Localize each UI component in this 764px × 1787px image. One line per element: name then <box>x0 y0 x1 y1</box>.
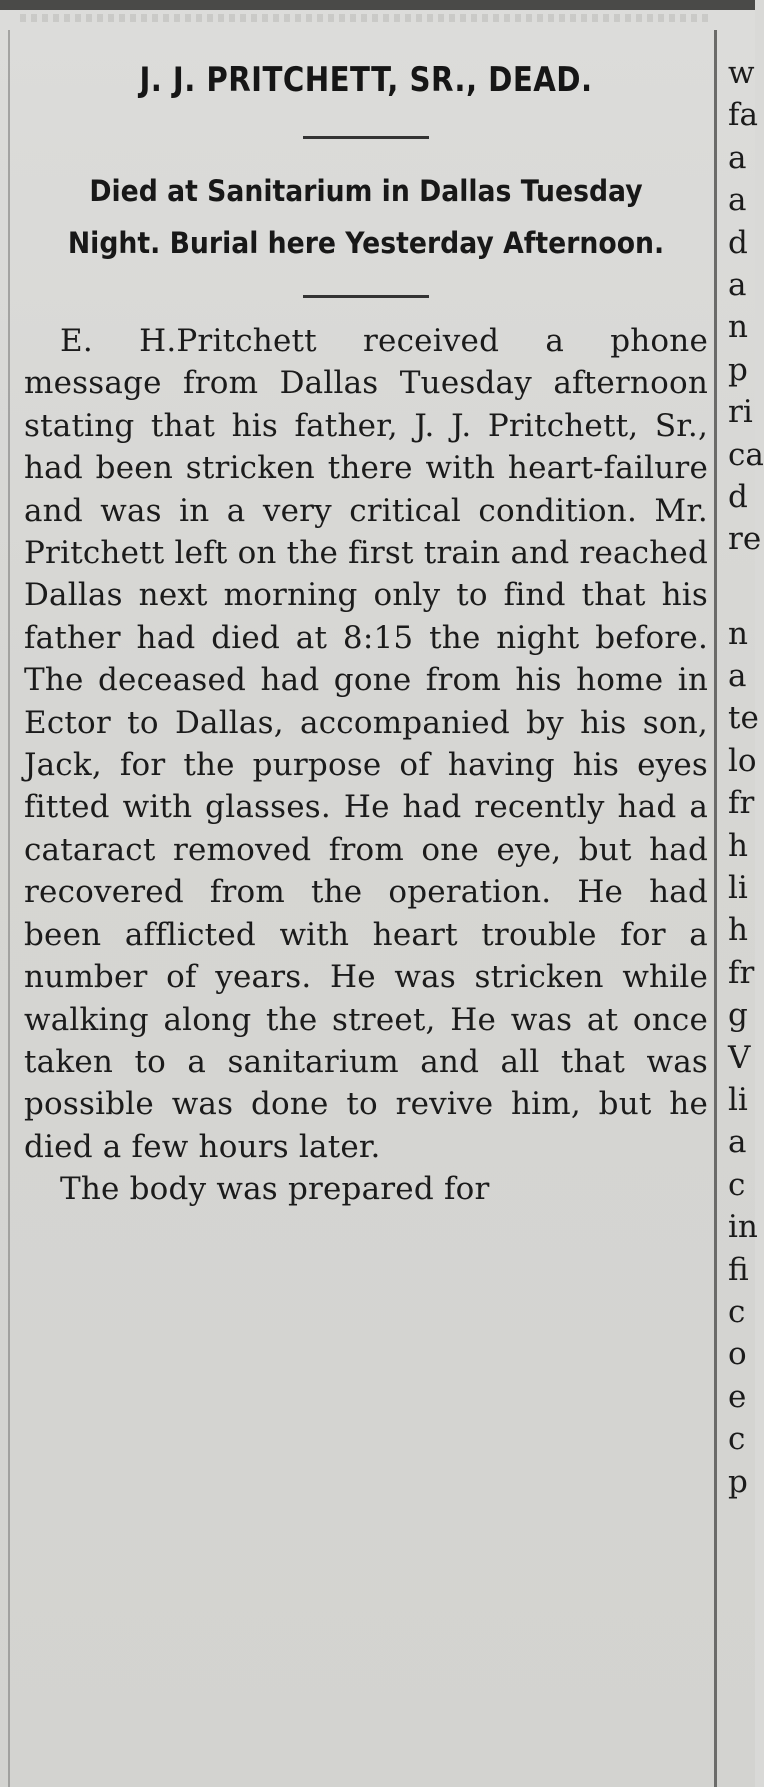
adjacent-column-line: p <box>728 1463 748 1500</box>
adjacent-column-line: n <box>728 615 748 652</box>
faint-masthead-strip <box>20 14 710 22</box>
adjacent-column-line: a <box>728 139 747 176</box>
article-headline: J. J. PRITCHETT, SR., DEAD. <box>139 60 593 100</box>
adjacent-column-line: d <box>728 478 748 515</box>
adjacent-column-line: c <box>728 1166 746 1203</box>
adjacent-column-line: in <box>728 1209 758 1246</box>
adjacent-column-line: re <box>728 521 762 558</box>
article-next-paragraph: The body was prepared for <box>60 1171 490 1208</box>
adjacent-column-line: g <box>728 997 748 1034</box>
adjacent-column-line: te <box>728 700 759 737</box>
adjacent-column-line: a <box>728 658 747 695</box>
adjacent-column-line: lo <box>728 742 757 779</box>
adjacent-column-line: fr <box>728 954 755 991</box>
obituary-article <box>24 40 708 1208</box>
adjacent-column-line: d <box>728 224 748 261</box>
adjacent-column-line: fa <box>728 97 758 134</box>
adjacent-column-line: ri <box>728 394 753 431</box>
adjacent-column-line: h <box>728 827 748 864</box>
adjacent-column-line: li <box>728 1081 748 1118</box>
adjacent-column-line: n <box>728 309 748 346</box>
adjacent-column-line: p <box>728 351 748 388</box>
headline-divider <box>303 136 429 139</box>
adjacent-column-paragraph-gap <box>728 561 755 613</box>
article-body-paragraph: E. H.Pritchett received a phone message from Dallas Tuesday afternoon stating that his father, J. J. Pritchett, Sr., had been stricken there with heart-failure and was in a very critical condition. Mr. Pritchett left on the first train and reached Dallas next morning only to find that his father had died at 8:15 the night before. The deceased had gone from his home in Ector to Dallas, accompanied by his son, Jack, for the purpose of having his eyes fitted with glasses. He had recently had a cataract removed from one eye, but had recovered from the operation. He had been afflicted with heart trouble for a number of years. He was stricken while walking along the street, He was at once taken to a sanitarium and all that was possible was done to revive him, but he died a few hours later. <box>24 323 708 1165</box>
adjacent-column-line: V <box>728 1039 751 1076</box>
adjacent-column-line: a <box>728 266 747 303</box>
column-divider-rule <box>714 30 717 1787</box>
adjacent-column-line: a <box>728 1124 747 1161</box>
left-page-edge <box>8 30 10 1787</box>
adjacent-column-line: h <box>728 912 748 949</box>
adjacent-column-line: c <box>728 1421 746 1458</box>
adjacent-column-line: fi <box>728 1251 749 1288</box>
adjacent-column-line: o <box>728 1336 747 1373</box>
adjacent-column-line: ca <box>728 436 764 473</box>
adjacent-column-line: li <box>728 870 748 907</box>
adjacent-column-line: a <box>728 182 747 219</box>
adjacent-column-line: e <box>728 1378 747 1415</box>
adjacent-column-fragment <box>728 52 764 1503</box>
adjacent-column-line: w <box>728 55 755 91</box>
article-deck: Died at Sanitarium in Dallas Tuesday Night. Burial here Yesterday Afternoon. <box>67 174 665 260</box>
top-border-rule <box>0 0 755 10</box>
deck-divider <box>303 295 429 298</box>
adjacent-column-line: fr <box>728 785 755 822</box>
adjacent-column-line: c <box>728 1293 746 1330</box>
